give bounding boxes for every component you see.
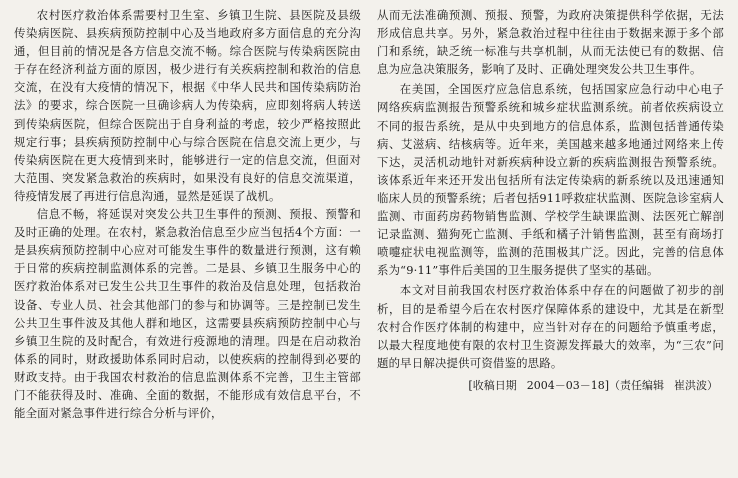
right-column (377, 6, 724, 478)
received-date-line (377, 378, 724, 394)
editor-label: （责任编辑 (609, 378, 664, 392)
left-paragraph-1: 农村医疗救治体系需要村卫生室、乡镇卫生院、县医院及县级传染病医院、县疾病预防控制中心及当地政府多方面信息的充分沟通，但目前的情况是各方信息交流不畅。综合医院与传染病医院由于存在经济利益方面的原因，极少进行有关疾病控制和救治的信息交流，在没有大疫情的情况下，根据《中华人民共和国传染病防治法》的要求，综合医院一旦确诊病人为传染病，应即刻将病人转送到传染病医院，但综合医院出于自身利益的考虑，较少严格按照此规定行事；县疾病预防控制中心与综合医院在信息交流上更少，与传染病医院在更大疫情到来时，能够进行一定的信息交流，但面对大范围、突发紧急救治的疾病时，如果没有良好的信息交流渠道，待疫情发展了再进行信息沟通，显然是延误了战机。 (14, 8, 361, 203)
left-paragraph-2: 信息不畅，将延误对突发公共卫生事件的预测、预报、预警和及时正确的处理。在农村，紧急救治信息至少应当包括4个方面：一是县疾病预防控制中心应对可能发生事件的数量进行预测，这有赖于日常的疾病控制监测体系的完善。二是县、乡镇卫生服务中心的医疗救治体系对已发生公共卫生事件的救治及信息处理，包括救治设备、专业人员、社会其他部门的参与和协调等。三是控制已发生公共卫生事件波及其他人群和地区，这需要县疾病预防控制中心与乡镇卫生院的及时配合，有效进行疫源地的清理。四是在启动救治体系的同时，财政援助体系同时启动，以使疾病的控制得到必要的财政支持。由于我国农村救治的信息监测体系不完善，卫生主管部门不能获得及时、准确、全面的数据，不能形成有效信息平台，不能全面对紧急事件进行综合分析与评价， (14, 207, 361, 421)
right-paragraph-1: 从而无法准确预测、预报、预警，为政府决策提供科学依据，无法形成信息共享。另外，紧急救治过程中往往由于数据来源于多个部门和系统，缺乏统一标准与共享机制，从而无法使已有的数据、信息为应急决策服务，影响了及时、正确处理突发公共卫生事件。 (377, 8, 724, 77)
received-date: 2004－03－18] (526, 378, 609, 392)
editor-name: 崔洪波） (674, 378, 718, 392)
right-paragraph-3: 本文对目前我国农村医疗救治体系中存在的问题做了初步的剖析，目的是希望今后在农村医疗保障体系的建设中，尤其是在新型农村合作医疗体制的构建中，应当针对存在的问题给予慎重考虑，以最大程度地使有限的农村卫生资源发挥最大的效率，为“三农”问题的早日解决提供可资借鉴的思路。 (377, 283, 724, 370)
right-paragraph-2: 在美国，全国医疗应急信息系统，包括国家应急行动中心电子网络疾病监测报告预警系统和城乡症状监测系统。前者依疾病设立不同的报告系统，是从中央到地方的信息体系，监测包括普通传染病、艾滋病、结核病等。近年来，美国越来越多地通过网络来上传下达，灵活机动地针对新疾病种设立新的疾病监测报告预警系统。该体系近年来还开发出包括所有法定传染病的新系统以及迅速通知临床人员的预警系统；后者包括911呼救症状监测、医院急诊室病人监测、市面药房药物销售监测、学校学生缺课监测、法医死亡解剖记录监测、猫狗死亡监测、手纸和橘子汁销售监测，甚至有商场打喷嚏症状电视监测等，监测的范围极其广泛。因此，完善的信息体系为“9·11”事件后美国的卫生服务提供了坚实的基础。 (377, 82, 724, 278)
left-column (14, 6, 361, 478)
received-label: [收稿日期 (468, 378, 517, 392)
